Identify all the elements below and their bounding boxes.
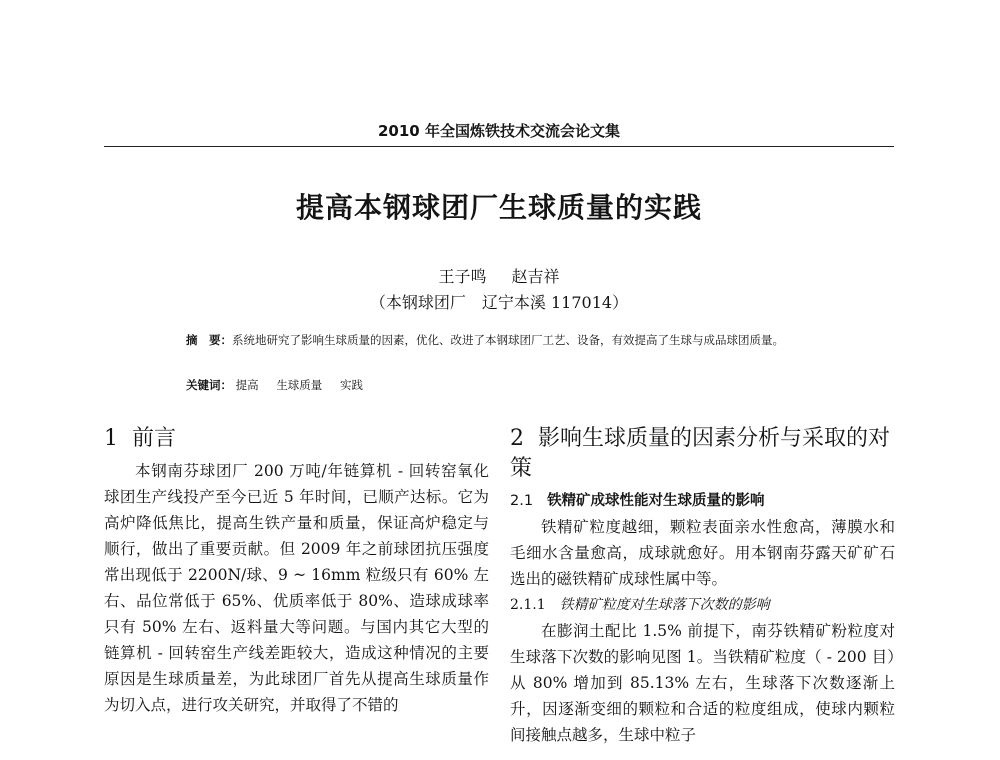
subsection-heading xyxy=(510,488,895,514)
section-number: 2 xyxy=(510,426,524,451)
left-column xyxy=(104,424,489,718)
section-heading xyxy=(510,424,895,484)
running-header: 2010 年全国炼铁技术交流会论文集 xyxy=(378,122,620,140)
keywords-label: 关键词： xyxy=(186,378,232,392)
author-name: 王子鸣 xyxy=(438,267,487,286)
keyword: 提高 xyxy=(235,378,259,392)
section-number: 1 xyxy=(104,426,118,451)
keyword: 实践 xyxy=(339,378,363,392)
subsubsection-number: 2.1.1 xyxy=(510,597,546,613)
abstract-text: 系统地研究了影响生球质量的因素，优化、改进了本钢球团厂工艺、设备，有效提高了生球与成品球团质量。 xyxy=(232,333,784,347)
authors xyxy=(104,264,894,287)
body-paragraph: 铁精矿粒度越细，颗粒表面亲水性愈高，薄膜水和毛细水含量愈高，成球就愈好。用本钢南芬露天矿矿石选出的磁铁精矿成球性属中等。 xyxy=(510,518,895,588)
subsubsection-title: 铁精矿粒度对生球落下次数的影响 xyxy=(559,597,770,613)
abstract xyxy=(186,330,826,350)
subsection-title: 铁精矿成球性能对生球质量的影响 xyxy=(547,493,765,509)
section-heading xyxy=(104,424,489,454)
subsubsection-heading xyxy=(510,592,895,618)
paper-title: 提高本钢球团厂生球质量的实践 xyxy=(295,191,702,224)
body-paragraph: 本钢南芬球团厂 200 万吨/年链算机 - 回转窑氧化球团生产线投产至今已近 5 年时间，已顺产达标。它为高炉降低焦比，提高生铁产量和质量，保证高炉稳定与顺行，做出了重要贡献。但 2009 年之前球团抗压强度常出现低于 2200N/球、9 ~ 16mm 粒级只有 60% 左右、品位常低于 65%、优质率低于 80%、造球成球率只有 50% 左右、返料量大等问题。与国内其它大型的链算机 - 回转窑生产线差距较大，造成这种情况的主要原因是生球质量差，为此球团厂首先从提高生球质量作为切入点，进行攻关研究，并取得了不错的 xyxy=(104,462,489,714)
right-column xyxy=(510,424,895,748)
abstract-label: 摘 要： xyxy=(186,333,232,347)
author-name: 赵吉祥 xyxy=(511,267,560,286)
section-title: 影响生球质量的因素分析与采取的对策 xyxy=(510,426,891,481)
keyword: 生球质量 xyxy=(276,378,323,392)
subsection-number: 2.1 xyxy=(510,493,534,509)
header-rule xyxy=(104,146,894,147)
section-title: 前言 xyxy=(132,426,177,451)
body-paragraph: 在膨润土配比 1.5% 前提下，南芬铁精矿粉粒度对生球落下次数的影响见图 1。当铁精矿粒度（ - 200 目）从 80% 增加到 85.13% 左右，生球落下次数逐渐上升，因逐渐变细的颗粒和合适的粒度组成，使球内颗粒间接触点越多，生球中粒子 xyxy=(510,622,895,744)
keywords xyxy=(186,377,826,393)
affiliation: （本钢球团厂 辽宁本溪 117014） xyxy=(369,293,629,312)
